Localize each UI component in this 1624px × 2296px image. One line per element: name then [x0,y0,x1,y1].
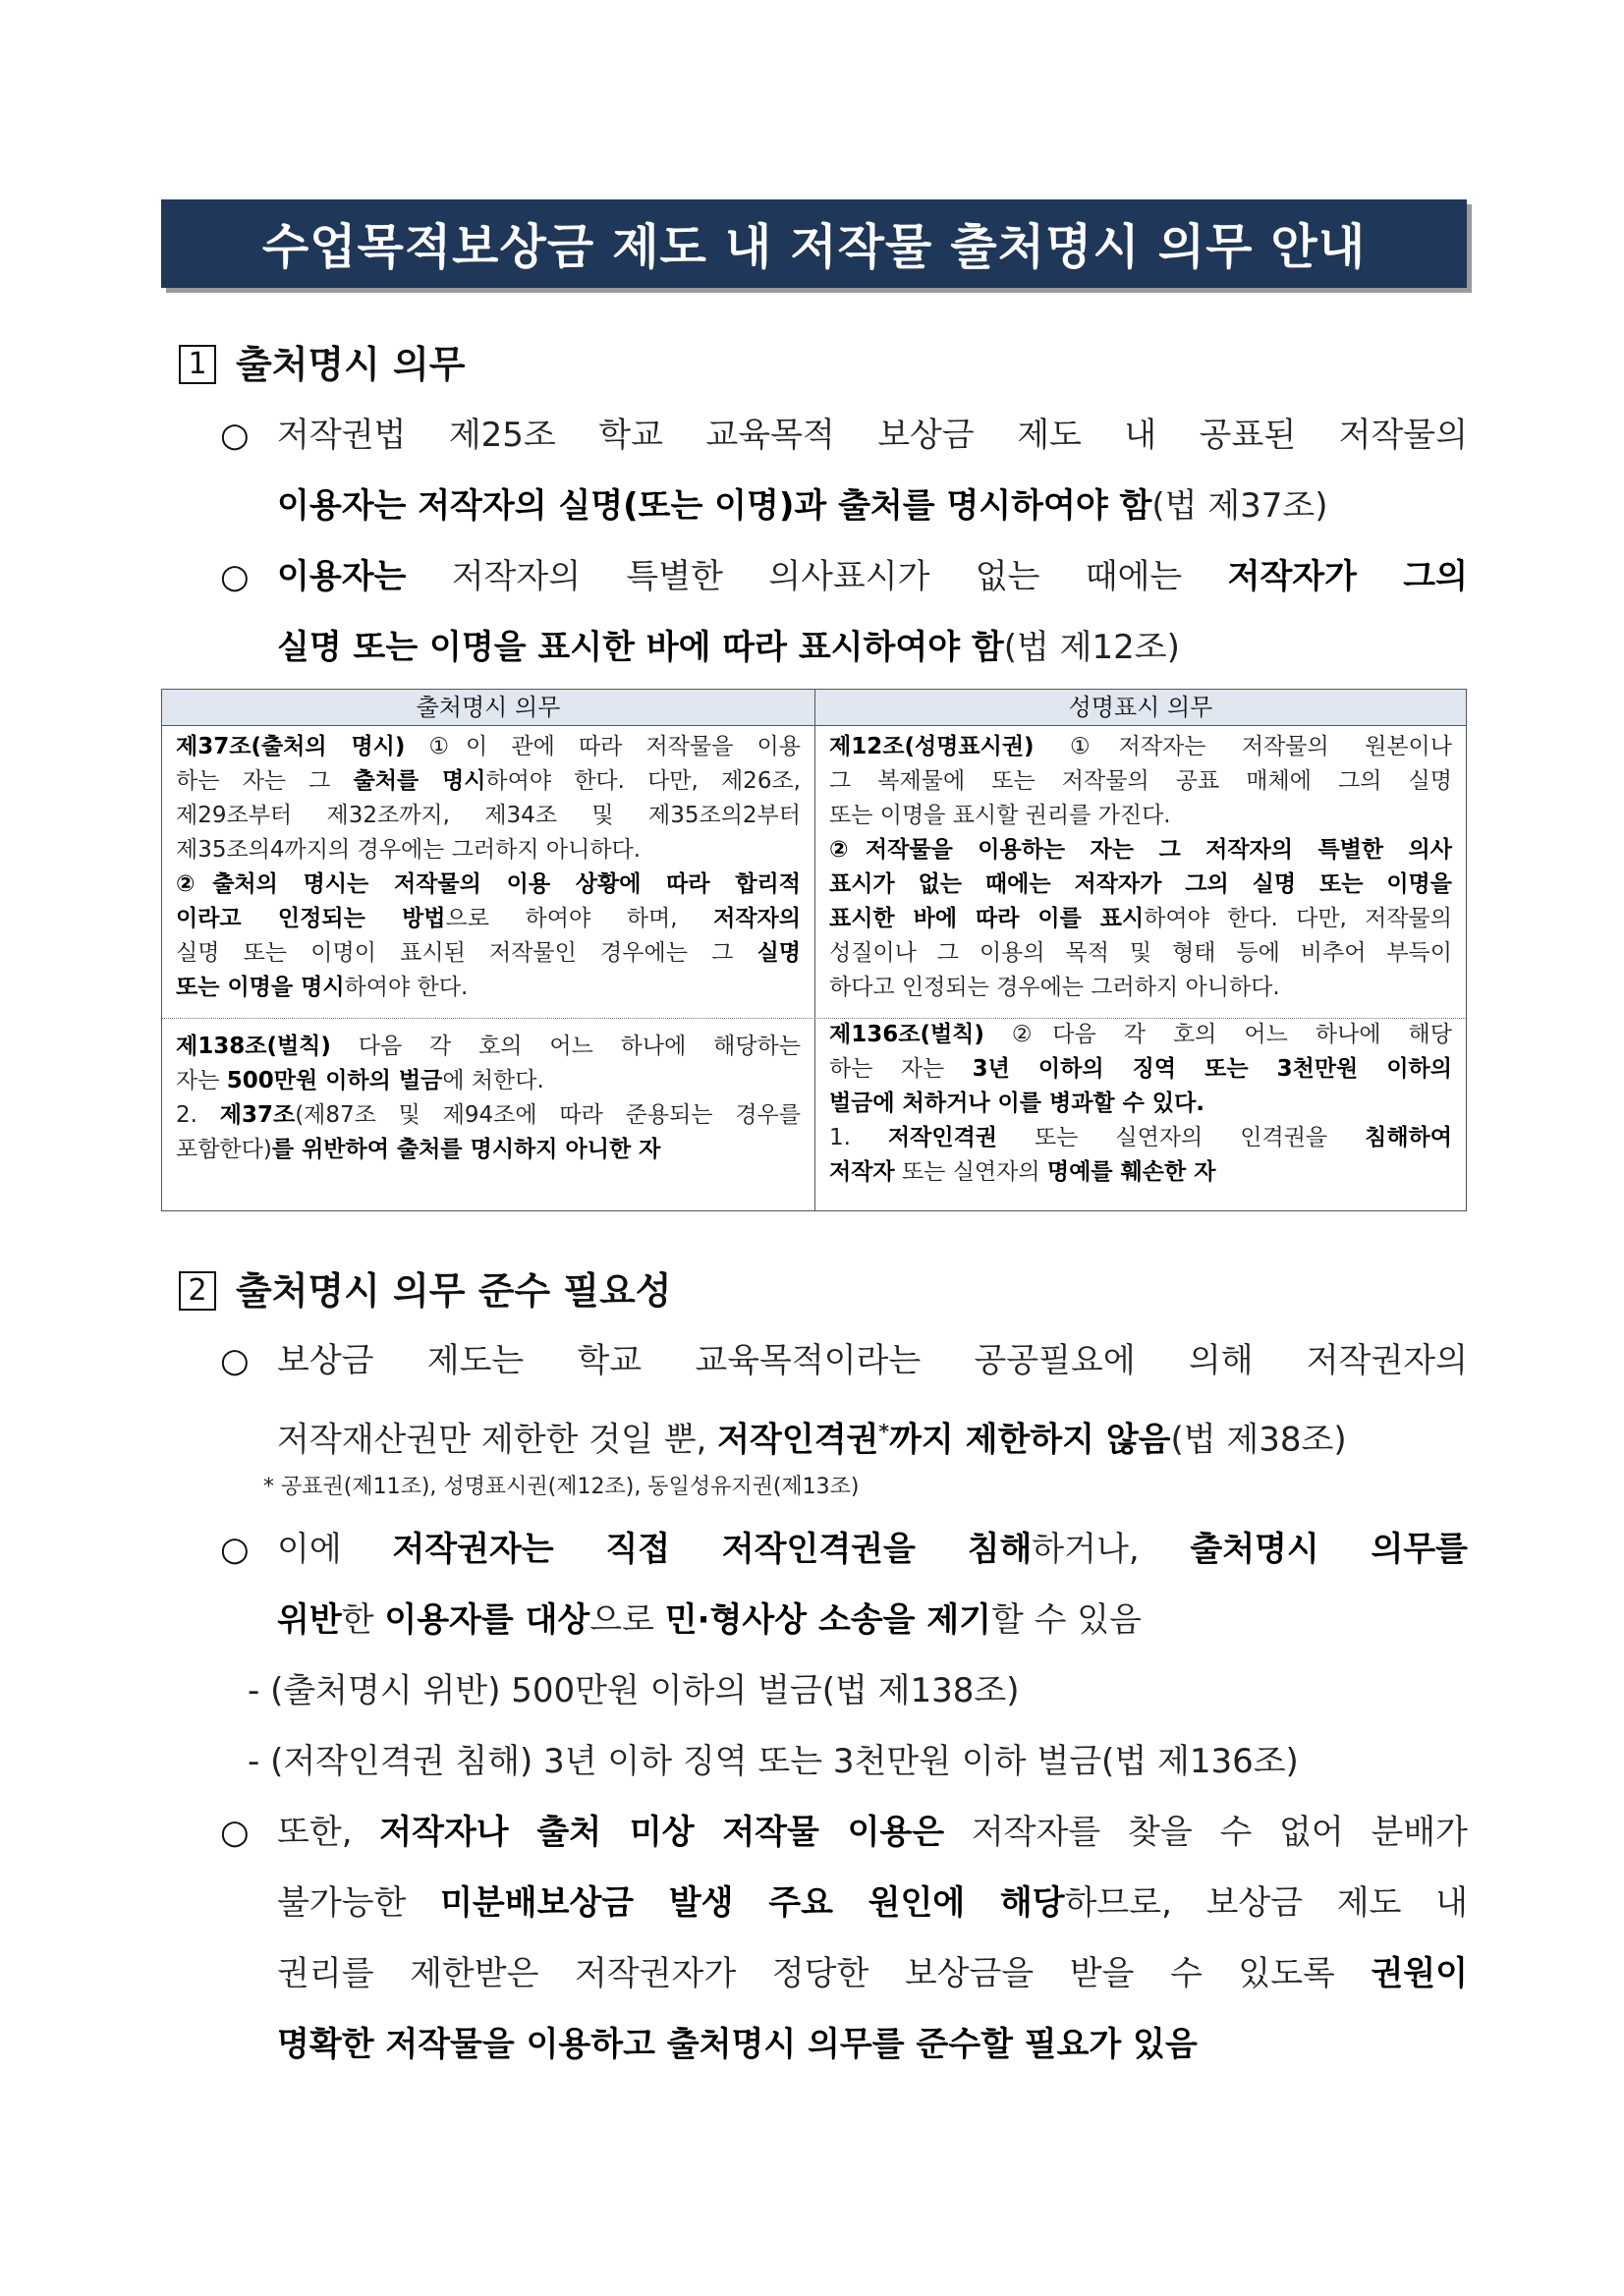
table-row-divider [162,1018,1466,1019]
article-138-text [162,1018,814,1167]
emphasized-text: 제136조(벌칙) [829,1022,984,1047]
table-header-attribution: 출처명시 의무 [162,690,814,726]
text-run: ①저작자는 저작물의 원본이나 [1034,734,1452,759]
text-line [829,730,1452,764]
text-line [829,1121,1452,1155]
s2-bullet-3 [277,1797,1468,2080]
text-line [829,1155,1452,1190]
text-run: 저작자의 특별한 의사표시가 없는 때에는 [406,557,1228,596]
text-line [176,1133,801,1167]
text-run: 불가능한 [277,1883,441,1923]
text-line [176,1030,801,1064]
text-run: 다음 각 호의 어느 하나에 해당하는 [330,1034,801,1059]
text-line [277,612,1468,683]
emphasized-text: 표시한 바에 따라 이를 표시 [829,906,1145,931]
emphasized-text: 위반 [277,1600,342,1640]
text-line [277,1585,1468,1655]
text-line [176,1064,801,1098]
emphasized-text: 민·형사상 소송을 제기 [664,1600,991,1640]
text-run: 하므로, 보상금 제도 내 [1064,1883,1469,1923]
text-run: 하여야 한다. [344,975,469,1000]
text-line [829,1052,1452,1087]
emphasized-text: 저작인격권 [887,1125,998,1150]
text-line [176,833,801,868]
text-run: 저작자를 찾을 수 없어 분배가 [944,1813,1468,1852]
s1-bullet-1 [277,400,1468,541]
text-run: 1. [829,1125,888,1150]
emphasized-text: 권원이 [1371,1954,1468,1993]
text-run: (법 제37조) [1151,486,1328,526]
text-line [176,902,801,936]
emphasized-text: 저작자 [829,1159,895,1185]
emphasized-text: 이용자는 [277,557,407,596]
emphasized-text: * [878,1420,890,1443]
text-run: ①이 관에 따라 저작물을 이용 [405,734,801,759]
text-line [829,902,1452,936]
text-line [176,799,801,833]
text-run: 제29조부터 제32조까지, 제34조 및 제35조의2부터 [176,803,801,828]
section-1-title: 출처명시 의무 [236,343,466,386]
article-37-text [162,726,814,1018]
text-line [277,541,1468,612]
text-run: (법 제38조) [1170,1420,1347,1460]
text-run: (법 제12조) [1003,628,1180,667]
emphasized-text: 저작자나 출처 미상 저작물 이용은 [379,1813,945,1852]
text-run: 하는 자는 그 [176,768,354,794]
emphasized-text: ②출처의 명시는 저작물의 이용 상황에 따라 합리적 [176,871,801,897]
text-run: 2. [176,1102,220,1128]
emphasized-text: 제37조(출처의 명시) [176,734,406,759]
text-run: (제87조 및 제94조에 따라 준용되는 경우를 [295,1102,801,1128]
text-line [829,1018,1452,1052]
table-column-name-display [815,690,1466,1190]
text-line [277,471,1468,541]
article-12-text [815,726,1466,1018]
emphasized-text: 이용자는 저작자의 실명(또는 이명)과 출처를 명시하여야 함 [277,486,1152,526]
emphasized-text: ②저작물을 이용하는 자는 그 저작자의 특별한 의사 [829,837,1452,863]
text-run: 또한, [277,1813,380,1852]
article-136-text [815,1018,1466,1190]
text-run: 권리를 제한받은 저작권자가 정당한 보상금을 받을 수 있도록 [277,1954,1372,1993]
text-run: 보상금 제도는 학교 교육목적이라는 공공필요에 의해 저작권자의 [277,1341,1468,1380]
emphasized-text: 를 위반하여 출처를 명시하지 아니한 자 [271,1137,661,1162]
emphasized-text: 까지 제한하지 않음 [889,1420,1171,1460]
text-line [176,868,801,902]
emphasized-text: 실명 또는 이명을 표시한 바에 따라 표시하여야 함 [277,628,1004,667]
text-line [176,730,801,764]
law-comparison-table [161,689,1467,1211]
text-line [277,1514,1468,1585]
text-line [176,764,801,799]
emphasized-text: 3년 이하의 징역 또는 3천만원 이하의 [972,1056,1452,1082]
text-run: 또는 실연자의 인격권을 [997,1125,1366,1150]
table-column-attribution [162,690,815,1210]
text-line [829,764,1452,799]
text-run: 또는 이명을 표시할 권리를 가진다. [829,803,1171,828]
text-line [176,1098,801,1133]
text-run: 저작권법 제25조 학교 교육목적 보상금 제도 내 공표된 저작물의 [277,416,1468,455]
emphasized-text: 출처를 명시 [353,768,486,794]
text-run: 으로 하여야 하며, [445,906,714,931]
emphasized-text: 명예를 훼손한 자 [1046,1159,1216,1185]
emphasized-text: 또는 이명을 명시 [176,975,345,1000]
emphasized-text: 저작권자는 직접 저작인격권을 침해 [392,1530,1033,1569]
emphasized-text: 표시가 없는 때에는 저작자가 그의 실명 또는 이명을 [829,871,1452,897]
text-run: 하거나, [1032,1530,1191,1569]
text-run: 하는 자는 [829,1056,973,1082]
emphasized-text: 제37조 [219,1102,296,1128]
emphasized-text: 벌금에 처하거나 이를 병과할 수 있다. [829,1091,1205,1116]
bullet-symbol: ○ [220,1530,250,1569]
emphasized-text: 제12조(성명표시권) [829,734,1035,759]
text-run: 그 복제물에 또는 저작물의 공표 매체에 그의 실명 [829,768,1452,794]
emphasized-text: 500만원 이하의 벌금 [226,1068,443,1093]
text-line [829,971,1452,1005]
section-2-title: 출처명시 의무 준수 필요성 [236,1269,672,1313]
text-line [277,1938,1468,2009]
bullet-symbol: ○ [220,557,250,596]
text-run: 자는 [176,1068,227,1093]
text-line [176,936,801,971]
text-line [829,799,1452,833]
emphasized-text: 제138조(벌칙) [176,1034,331,1059]
section-number-box: 2 [179,1271,216,1311]
emphasized-text: 이용자를 대상 [384,1600,590,1640]
text-run: 또는 실연자의 [894,1159,1047,1185]
section-number-box: 1 [179,345,216,384]
text-line [829,833,1452,868]
text-run: 포함한다) [176,1137,272,1162]
emphasized-text: 이라고 인정되는 방법 [176,906,446,931]
text-line [277,1797,1468,1868]
text-line [277,400,1468,471]
section-1-heading [179,334,465,388]
text-run: 할 수 있음 [990,1600,1142,1640]
text-line [277,1868,1468,1938]
section-2-heading [179,1260,671,1315]
s1-bullet-2 [277,541,1468,683]
emphasized-text: 미분배보상금 발생 주요 원인에 해당 [440,1883,1065,1923]
text-run: 제35조의4까지의 경우에는 그러하지 아니하다. [176,837,642,863]
emphasized-text: 저작인격권 [717,1420,879,1460]
text-run: 하여야 한다. 다만, 제26조, [485,768,801,794]
text-line [277,1325,1468,1396]
penalty-line-moral-rights: - (저작인격권 침해) 3년 이하 징역 또는 3천만원 이하 벌금(법 제136조) [248,1742,1299,1781]
text-run: 저작재산권만 제한한 것일 뿐, [277,1420,718,1460]
text-line [277,2009,1468,2080]
footnote: * 공표권(제11조), 성명표시권(제12조), 동일성유지권(제13조) [263,1475,860,1499]
text-line [277,1396,1468,1475]
text-run: 하여야 한다. 다만, 저작물의 [1144,906,1452,931]
text-run: 실명 또는 이명이 표시된 저작물인 경우에는 그 [176,940,757,966]
text-line [829,868,1452,902]
text-run: 하다고 인정되는 경우에는 그러하지 아니하다. [829,975,1280,1000]
text-line [829,936,1452,971]
text-run: 한 [341,1600,385,1640]
penalty-line-attribution: - (출처명시 위반) 500만원 이하의 벌금(법 제138조) [248,1671,1020,1710]
s2-bullet-1 [277,1325,1468,1475]
bullet-symbol: ○ [220,1813,250,1852]
text-run: 이에 [277,1530,393,1569]
page-title: 수업목적보상금 제도 내 저작물 출처명시 의무 안내 [161,199,1467,288]
text-run: 으로 [589,1600,665,1640]
emphasized-text: 저작자가 그의 [1227,557,1468,596]
text-line [176,971,801,1005]
table-header-name-display: 성명표시 의무 [815,690,1466,726]
bullet-symbol: ○ [220,1341,250,1380]
text-run: 에 처한다. [442,1068,544,1093]
emphasized-text: 저작자의 [713,906,801,931]
bullet-symbol: ○ [220,416,250,455]
emphasized-text: 실명 [756,940,801,966]
emphasized-text: 침해하여 [1365,1125,1452,1150]
text-line [829,1087,1452,1121]
emphasized-text: 명확한 저작물을 이용하고 출처명시 의무를 준수할 필요가 있음 [277,2025,1198,2064]
s2-bullet-2 [277,1514,1468,1655]
text-run: 성질이나 그 이용의 목적 및 형태 등에 비추어 부득이 [829,940,1452,966]
emphasized-text: 출처명시 의무를 [1190,1530,1469,1569]
text-run: ②다음 각 호의 어느 하나에 해당 [983,1022,1452,1047]
